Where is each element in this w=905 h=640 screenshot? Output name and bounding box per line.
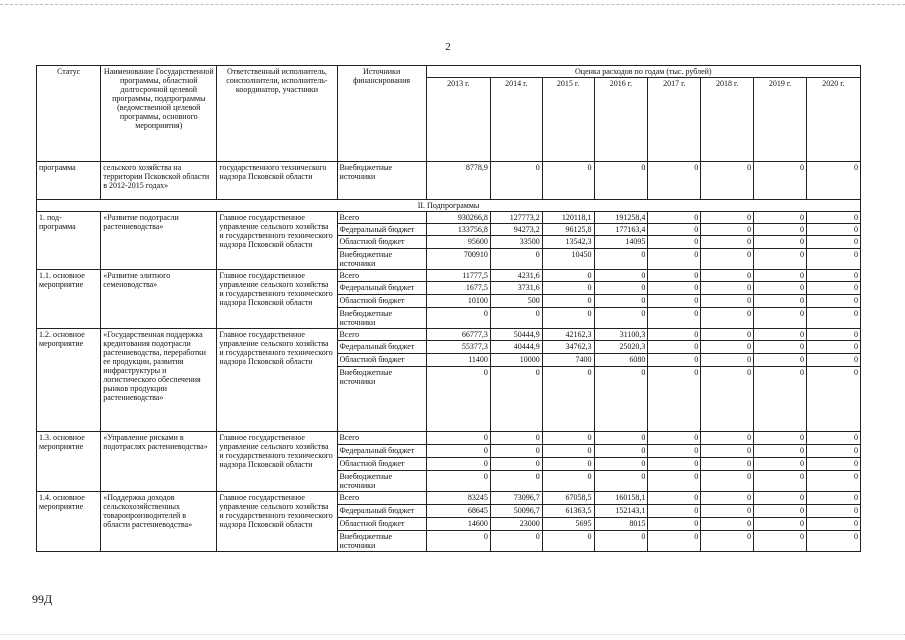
- value-cell: 0: [490, 471, 542, 492]
- value-cell: 0: [806, 329, 860, 341]
- row-source: Внебюджетные источники: [337, 367, 426, 432]
- value-cell: 0: [648, 432, 701, 445]
- value-cell: 0: [754, 341, 807, 354]
- value-cell: 0: [754, 224, 807, 236]
- row-executor: Главное государственное управление сельского хозяйства и государственного технического надзора Псковской области: [217, 492, 337, 552]
- table-row: [37, 212, 861, 224]
- value-cell: 0: [754, 282, 807, 295]
- value-cell: 0: [648, 354, 701, 367]
- value-cell: 0: [648, 212, 701, 224]
- value-cell: 0: [806, 471, 860, 492]
- row-source: Всего: [337, 270, 426, 282]
- value-cell: 0: [754, 295, 807, 308]
- row-status: 1.4. основное мероприятие: [37, 492, 101, 552]
- section-row: [37, 200, 861, 212]
- row-source: Областной бюджет: [337, 354, 426, 367]
- value-cell: 0: [648, 329, 701, 341]
- row-name: «Развитие подотрасли растениеводства»: [101, 212, 217, 270]
- value-cell: 66777,3: [426, 329, 490, 341]
- value-cell: 40444,9: [490, 341, 542, 354]
- row-source: Внебюджетные источники: [337, 249, 426, 270]
- value-cell: 68645: [426, 505, 490, 518]
- value-cell: 73096,7: [490, 492, 542, 505]
- row-executor: Главное государственное управление сельского хозяйства и государственного технического надзора Псковской области: [217, 212, 337, 270]
- value-cell: 0: [594, 295, 648, 308]
- value-cell: 3731,6: [490, 282, 542, 295]
- value-cell: 177163,4: [594, 224, 648, 236]
- value-cell: 0: [542, 308, 594, 329]
- value-cell: 0: [542, 162, 594, 200]
- value-cell: 0: [648, 308, 701, 329]
- value-cell: 0: [542, 270, 594, 282]
- value-cell: 0: [806, 458, 860, 471]
- value-cell: 0: [490, 445, 542, 458]
- row-source: Федеральный бюджет: [337, 505, 426, 518]
- value-cell: 0: [754, 445, 807, 458]
- value-cell: 0: [648, 282, 701, 295]
- row-status: 1. под-программа: [37, 212, 101, 270]
- value-cell: 0: [542, 282, 594, 295]
- header-year: 2018 г.: [701, 78, 754, 162]
- value-cell: 0: [648, 445, 701, 458]
- value-cell: 0: [806, 249, 860, 270]
- value-cell: 0: [542, 531, 594, 552]
- value-cell: 0: [754, 432, 807, 445]
- value-cell: 0: [701, 162, 754, 200]
- value-cell: 0: [594, 162, 648, 200]
- header-source: Источники финансирования: [337, 66, 426, 162]
- value-cell: 0: [594, 308, 648, 329]
- value-cell: 0: [754, 458, 807, 471]
- value-cell: 0: [806, 308, 860, 329]
- value-cell: 0: [754, 367, 807, 432]
- value-cell: 10100: [426, 295, 490, 308]
- value-cell: 0: [754, 249, 807, 270]
- value-cell: 0: [806, 505, 860, 518]
- row-source: Всего: [337, 329, 426, 341]
- value-cell: 34762,3: [542, 341, 594, 354]
- value-cell: 0: [648, 531, 701, 552]
- value-cell: 0: [701, 270, 754, 282]
- value-cell: 14600: [426, 518, 490, 531]
- value-cell: 0: [701, 518, 754, 531]
- value-cell: 0: [648, 270, 701, 282]
- value-cell: 0: [542, 458, 594, 471]
- value-cell: 0: [648, 249, 701, 270]
- value-cell: 0: [806, 354, 860, 367]
- value-cell: 0: [701, 212, 754, 224]
- row-name: «Развитие элитного семеноводства»: [101, 270, 217, 329]
- row-source: Внебюджетные источники: [337, 471, 426, 492]
- value-cell: 0: [648, 458, 701, 471]
- value-cell: 14095: [594, 236, 648, 249]
- value-cell: 0: [594, 282, 648, 295]
- row-status: 1.3. основное мероприятие: [37, 432, 101, 492]
- row-status: 1.1. основное мероприятие: [37, 270, 101, 329]
- value-cell: 23000: [490, 518, 542, 531]
- value-cell: 96125,8: [542, 224, 594, 236]
- value-cell: 500: [490, 295, 542, 308]
- header-name: Наименование Государственной программы, областной долгосрочной целевой программы, подпрограммы (ведомственной целевой программы, основного мероприятия): [101, 66, 217, 162]
- value-cell: 0: [426, 471, 490, 492]
- header-expenses: Оценка расходов по годам (тыс. рублей): [426, 66, 860, 78]
- value-cell: 0: [594, 531, 648, 552]
- header-year: 2013 г.: [426, 78, 490, 162]
- row-source: Внебюджетные источники: [337, 308, 426, 329]
- value-cell: 0: [701, 505, 754, 518]
- row-source: Всего: [337, 492, 426, 505]
- value-cell: 0: [594, 432, 648, 445]
- value-cell: 0: [542, 445, 594, 458]
- value-cell: 11777,5: [426, 270, 490, 282]
- value-cell: 0: [806, 212, 860, 224]
- value-cell: 0: [648, 518, 701, 531]
- value-cell: 0: [806, 270, 860, 282]
- header-year: 2014 г.: [490, 78, 542, 162]
- value-cell: 1677,5: [426, 282, 490, 295]
- value-cell: 83245: [426, 492, 490, 505]
- row-source: Областной бюджет: [337, 295, 426, 308]
- value-cell: 0: [701, 445, 754, 458]
- value-cell: 0: [701, 354, 754, 367]
- row-source: Внебюджетные источники: [337, 531, 426, 552]
- value-cell: 0: [754, 308, 807, 329]
- value-cell: 0: [701, 531, 754, 552]
- value-cell: 0: [542, 295, 594, 308]
- value-cell: 7400: [542, 354, 594, 367]
- value-cell: 0: [426, 432, 490, 445]
- section-title: II. Подпрограммы: [37, 200, 861, 212]
- value-cell: 0: [648, 471, 701, 492]
- value-cell: 0: [490, 531, 542, 552]
- value-cell: 0: [594, 458, 648, 471]
- value-cell: 0: [754, 212, 807, 224]
- table-row: [37, 329, 861, 341]
- value-cell: 5695: [542, 518, 594, 531]
- value-cell: 42162,3: [542, 329, 594, 341]
- table-row: [37, 270, 861, 282]
- value-cell: 0: [701, 492, 754, 505]
- value-cell: 0: [701, 282, 754, 295]
- header-year: 2016 г.: [594, 78, 648, 162]
- value-cell: 0: [806, 445, 860, 458]
- top-scan-line: [0, 4, 905, 5]
- header-year: 2017 г.: [648, 78, 701, 162]
- value-cell: 0: [594, 445, 648, 458]
- value-cell: 0: [754, 505, 807, 518]
- header-year: 2019 г.: [754, 78, 807, 162]
- value-cell: 0: [754, 518, 807, 531]
- value-cell: 0: [701, 432, 754, 445]
- value-cell: 0: [754, 270, 807, 282]
- value-cell: 0: [754, 329, 807, 341]
- value-cell: 6080: [594, 354, 648, 367]
- value-cell: 120118,1: [542, 212, 594, 224]
- value-cell: 0: [490, 308, 542, 329]
- value-cell: 0: [701, 471, 754, 492]
- value-cell: 0: [426, 445, 490, 458]
- header-executor: Ответственный исполнитель, соисполнители, исполнитель-координатор, участники: [217, 66, 337, 162]
- value-cell: 0: [648, 492, 701, 505]
- row-name: «Управление рисками в подотраслях растениеводства»: [101, 432, 217, 492]
- value-cell: 13542,3: [542, 236, 594, 249]
- expenses-table: [36, 65, 861, 552]
- row-source: Всего: [337, 212, 426, 224]
- row-executor: Главное государственное управление сельского хозяйства и государственного технического надзора Псковской области: [217, 329, 337, 432]
- row-source: Федеральный бюджет: [337, 445, 426, 458]
- value-cell: 67058,5: [542, 492, 594, 505]
- value-cell: 0: [754, 492, 807, 505]
- value-cell: 4231,6: [490, 270, 542, 282]
- value-cell: 0: [648, 341, 701, 354]
- page-number: 2: [445, 41, 451, 53]
- value-cell: 0: [754, 471, 807, 492]
- value-cell: 0: [701, 367, 754, 432]
- bottom-scan-line: [0, 634, 905, 635]
- value-cell: 0: [701, 458, 754, 471]
- value-cell: 0: [754, 354, 807, 367]
- row-name: «Государственная поддержка кредитования подотрасли растениеводства, переработки ее продукции, развития инфраструктуры и логистического обеспечения рынков продукции растениеводства»: [101, 329, 217, 432]
- value-cell: 61363,5: [542, 505, 594, 518]
- value-cell: 0: [648, 224, 701, 236]
- row-source: Федеральный бюджет: [337, 224, 426, 236]
- value-cell: 191258,4: [594, 212, 648, 224]
- value-cell: 0: [542, 432, 594, 445]
- value-cell: 0: [426, 458, 490, 471]
- value-cell: 0: [806, 282, 860, 295]
- value-cell: 0: [701, 295, 754, 308]
- value-cell: 0: [701, 249, 754, 270]
- row-name: «Поддержка доходов сельскохозяйственных товаропроизводителей в области растениеводства»: [101, 492, 217, 552]
- value-cell: 25020,3: [594, 341, 648, 354]
- row-source: Областной бюджет: [337, 518, 426, 531]
- row-status: 1.2. основное мероприятие: [37, 329, 101, 432]
- value-cell: 0: [594, 471, 648, 492]
- value-cell: 0: [806, 432, 860, 445]
- value-cell: 0: [754, 531, 807, 552]
- value-cell: 133756,8: [426, 224, 490, 236]
- header-year: 2020 г.: [806, 78, 860, 162]
- value-cell: 0: [426, 531, 490, 552]
- value-cell: 0: [542, 471, 594, 492]
- value-cell: 930266,8: [426, 212, 490, 224]
- value-cell: 0: [426, 367, 490, 432]
- value-cell: 0: [806, 531, 860, 552]
- row-source: Всего: [337, 432, 426, 445]
- value-cell: 0: [490, 458, 542, 471]
- value-cell: 10450: [542, 249, 594, 270]
- table-row: [37, 492, 861, 505]
- value-cell: 0: [648, 162, 701, 200]
- value-cell: 0: [806, 224, 860, 236]
- value-cell: 8778,9: [426, 162, 490, 200]
- value-cell: 0: [648, 295, 701, 308]
- value-cell: 94273,2: [490, 224, 542, 236]
- value-cell: 95600: [426, 236, 490, 249]
- value-cell: 0: [754, 162, 807, 200]
- value-cell: 0: [490, 162, 542, 200]
- row-source: Внебюджетные источники: [337, 162, 426, 200]
- value-cell: 0: [806, 518, 860, 531]
- value-cell: 0: [648, 505, 701, 518]
- value-cell: 0: [594, 249, 648, 270]
- value-cell: 50444,9: [490, 329, 542, 341]
- row-source: Федеральный бюджет: [337, 282, 426, 295]
- value-cell: 31100,3: [594, 329, 648, 341]
- value-cell: 0: [806, 341, 860, 354]
- header-status: Статус: [37, 66, 101, 162]
- row-executor: государственного технического надзора Псковской области: [217, 162, 337, 200]
- value-cell: 0: [490, 249, 542, 270]
- header-year: 2015 г.: [542, 78, 594, 162]
- value-cell: 0: [594, 270, 648, 282]
- row-source: Областной бюджет: [337, 458, 426, 471]
- value-cell: 0: [806, 367, 860, 432]
- value-cell: 700910: [426, 249, 490, 270]
- value-cell: 55377,3: [426, 341, 490, 354]
- value-cell: 0: [594, 367, 648, 432]
- value-cell: 0: [701, 224, 754, 236]
- value-cell: 11400: [426, 354, 490, 367]
- value-cell: 0: [806, 162, 860, 200]
- value-cell: 0: [648, 367, 701, 432]
- value-cell: 127773,2: [490, 212, 542, 224]
- value-cell: 10000: [490, 354, 542, 367]
- value-cell: 0: [806, 295, 860, 308]
- value-cell: 0: [490, 367, 542, 432]
- row-executor: Главное государственное управление сельского хозяйства и государственного технического надзора Псковской области: [217, 432, 337, 492]
- value-cell: 0: [648, 236, 701, 249]
- row-name: сельского хозяйства на территории Псковской области в 2012-2015 годах»: [101, 162, 217, 200]
- value-cell: 33500: [490, 236, 542, 249]
- value-cell: 0: [806, 492, 860, 505]
- table-row: [37, 432, 861, 445]
- value-cell: 0: [701, 341, 754, 354]
- value-cell: 0: [490, 432, 542, 445]
- value-cell: 0: [701, 308, 754, 329]
- row-status: программа: [37, 162, 101, 200]
- value-cell: 0: [542, 367, 594, 432]
- footer-mark: 99Д: [32, 592, 53, 606]
- value-cell: 160158,1: [594, 492, 648, 505]
- row-source: Областной бюджет: [337, 236, 426, 249]
- value-cell: 0: [754, 236, 807, 249]
- continuation-row: [37, 162, 861, 200]
- value-cell: 50096,7: [490, 505, 542, 518]
- value-cell: 0: [701, 329, 754, 341]
- row-executor: Главное государственное управление сельского хозяйства и государственного технического надзора Псковской области: [217, 270, 337, 329]
- row-source: Федеральный бюджет: [337, 341, 426, 354]
- value-cell: 0: [701, 236, 754, 249]
- value-cell: 8015: [594, 518, 648, 531]
- value-cell: 152143,1: [594, 505, 648, 518]
- value-cell: 0: [806, 236, 860, 249]
- value-cell: 0: [426, 308, 490, 329]
